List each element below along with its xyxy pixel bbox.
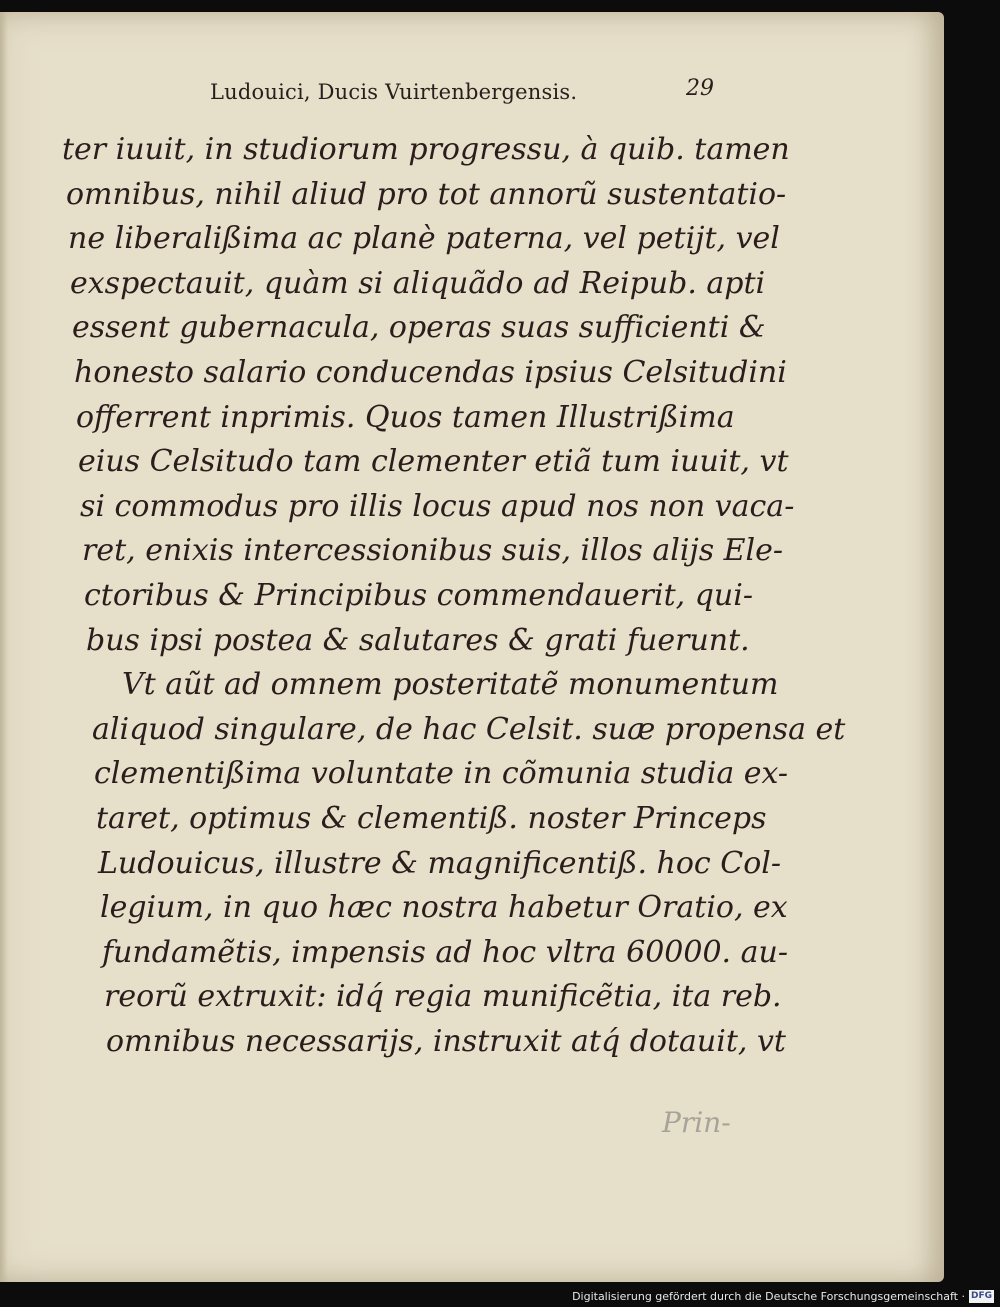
text-line: si commodus pro illis locus apud nos non vaca-: [80, 488, 795, 524]
text-line: offerrent inprimis. Quos tamen Illustrißima: [76, 399, 735, 435]
dfg-logo: DFG: [970, 1291, 992, 1301]
credit-text: Digitalisierung gefördert durch die Deutsche Forschungsgemeinschaft ·: [572, 1290, 965, 1303]
text-line: clementißima voluntate in cõmunia studia ex-: [94, 756, 789, 792]
text-line: essent gubernacula, operas suas sufficienti &: [72, 310, 766, 346]
text-line: legium, in quo hæc nostra habetur Oratio, ex: [100, 890, 788, 926]
text-line: bus ipsi postea & salutares & grati fuerunt.: [86, 622, 750, 658]
text-line: ret, enixis intercessionibus suis, illos alijs Ele-: [82, 533, 784, 569]
text-line: ne liberalißima ac planè paterna, vel petijt, vel: [68, 221, 780, 257]
text-line: exspectauit, quàm si aliquãdo ad Reipub. apti: [70, 265, 766, 301]
text-line: honesto salario conducendas ipsius Celsitudini: [74, 354, 787, 390]
text-line: fundamẽtis, impensis ad hoc vltra 60000. au-: [102, 934, 788, 970]
text-line: ctoribus & Principibus commendauerit, qui-: [84, 577, 753, 613]
page-number: 29: [686, 76, 714, 101]
running-head: Ludouici, Ducis Vuirtenbergensis.: [210, 80, 578, 104]
text-line: Ludouicus, illustre & magnificentiß. hoc Col-: [98, 845, 782, 881]
digitization-credit: [572, 1290, 994, 1303]
text-line-indented: Vt aũt ad omnem posteritatẽ monumentum: [122, 667, 779, 703]
text-line: taret, optimus & clementiß. noster Princeps: [96, 800, 767, 836]
text-line: omnibus necessarijs, instruxit atq́ dotauit, vt: [106, 1023, 786, 1059]
page-gutter-shadow: [0, 12, 8, 1282]
text-line: eius Celsitudo tam clementer etiã tum iuuit, vt: [78, 444, 789, 480]
text-line: ter iuuit, in studiorum progressu, à quib. tamen: [62, 132, 790, 167]
text-line: reorũ extruxit: idq́ regia munificẽtia, ita reb.: [104, 979, 782, 1015]
text-line: aliquod singulare, de hac Celsit. suæ propensa et: [92, 711, 846, 747]
book-page: [0, 12, 944, 1282]
body-text: [62, 128, 846, 1064]
text-line: omnibus, nihil aliud pro tot annorũ sustentatio-: [66, 176, 787, 212]
catchword: Prin-: [662, 1106, 731, 1139]
